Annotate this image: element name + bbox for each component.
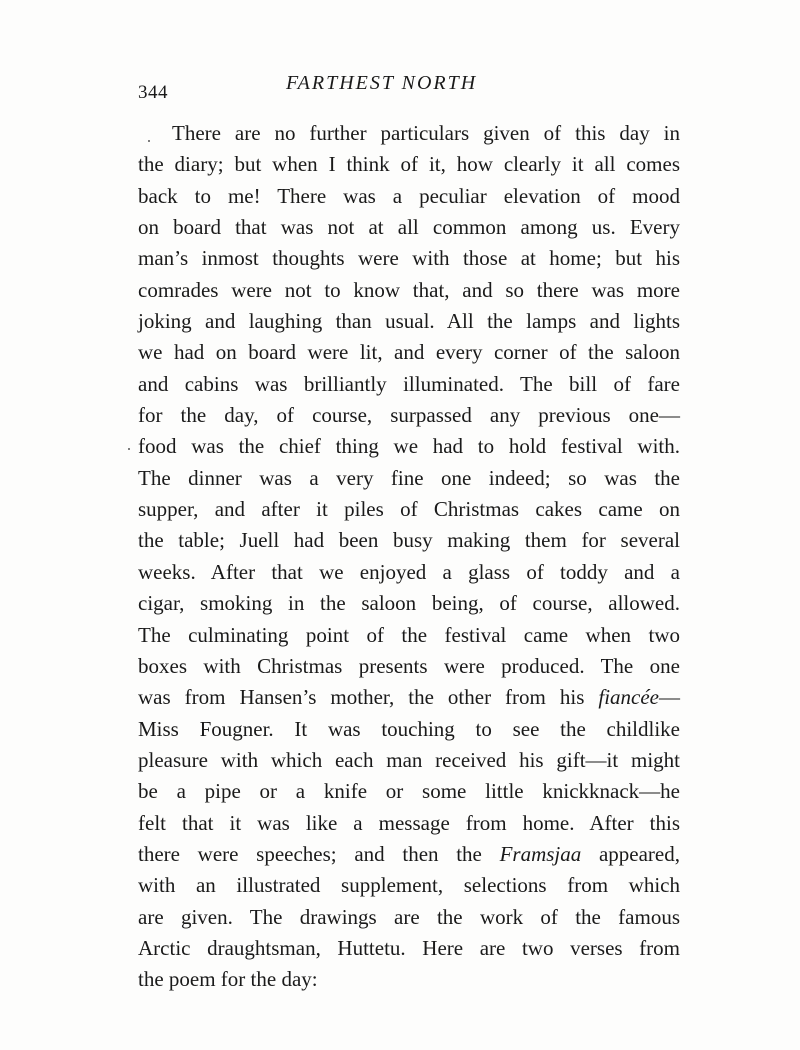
text-line: the table; Juell had been busy making them for several <box>138 528 680 553</box>
print-speck <box>128 448 130 450</box>
text-line: There are no further particulars given of this day in <box>172 121 680 145</box>
page-number: 344 <box>138 82 168 103</box>
text-line: weeks. After that we enjoyed a glass of toddy and a <box>138 559 680 584</box>
text-line: be a pipe or a knife or some little knickknack—he <box>138 779 680 804</box>
text-line: food was the chief thing we had to hold festival with. <box>138 434 680 459</box>
text-line: for the day, of course, surpassed any previous one— <box>138 403 680 428</box>
text-line: back to me! There was a peculiar elevation of mood <box>138 183 680 208</box>
text-run: there were speeches; and then the <box>138 841 500 866</box>
text-line: supper, and after it piles of Christmas cakes came on <box>138 497 680 522</box>
text-line: felt that it was like a message from home. After this <box>138 810 680 835</box>
text-run: appeared, <box>581 841 680 866</box>
text-line <box>138 839 680 870</box>
text-line: and cabins was brilliantly illuminated. The bill of fare <box>138 371 680 396</box>
text-line: man’s inmost thoughts were with those at home; but his <box>138 246 680 271</box>
italic-word: fiancée <box>598 685 659 710</box>
italic-word: Framsjaa <box>499 841 582 866</box>
text-line: the poem for the day: <box>138 967 318 992</box>
text-line: the diary; but when I think of it, how clearly it all comes <box>138 152 680 177</box>
body-paragraph <box>138 118 680 996</box>
text-line: joking and laughing than usual. All the lamps and lights <box>138 309 680 334</box>
text-line: Miss Fougner. It was touching to see the childlike <box>138 716 680 741</box>
page-header <box>138 72 658 102</box>
text-line: with an illustrated supplement, selections from which <box>138 873 680 898</box>
text-run: — <box>659 685 680 710</box>
text-line: we had on board were lit, and every corner of the saloon <box>138 340 680 365</box>
running-title: FARTHEST NORTH <box>286 72 478 94</box>
text-line: Arctic draughtsman, Huttetu. Here are two verses from <box>138 935 680 960</box>
text-line: The dinner was a very fine one indeed; so was the <box>138 465 680 490</box>
text-line: boxes with Christmas presents were produced. The one <box>138 653 680 678</box>
text-line: cigar, smoking in the saloon being, of course, allowed. <box>138 591 680 616</box>
text-line: pleasure with which each man received his gift—it might <box>138 747 680 772</box>
text-line <box>138 682 680 713</box>
text-run: was from Hansen’s mother, the other from his <box>138 685 599 710</box>
text-line: on board that was not at all common among us. Every <box>138 215 680 240</box>
text-line: comrades were not to know that, and so there was more <box>138 277 680 302</box>
text-line: are given. The drawings are the work of the famous <box>138 904 680 929</box>
text-line: The culminating point of the festival came when two <box>138 622 680 647</box>
